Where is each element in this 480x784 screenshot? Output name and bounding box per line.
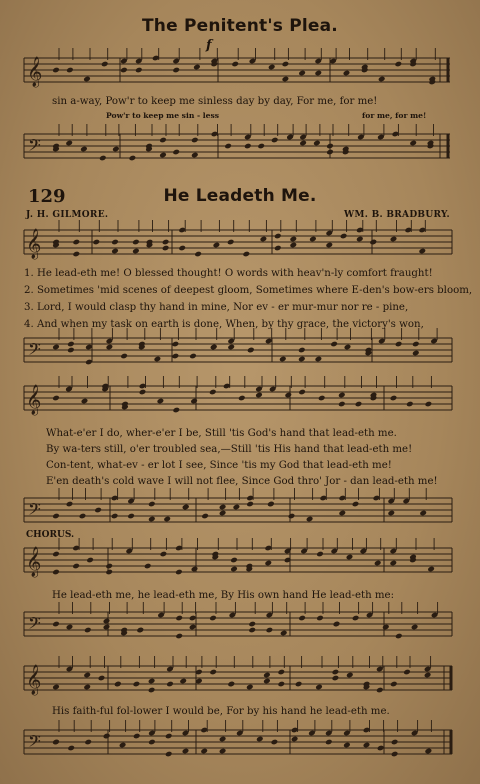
lyricist-credit: J. H. GILMORE. (26, 210, 109, 220)
system2-treble-staff (0, 378, 480, 418)
verse3-line1: 3. Lord, I would clasp thy hand in mine, Nor ev - er mur-mur nor re - pine, (24, 302, 409, 313)
notehead (132, 239, 140, 246)
notehead (255, 392, 263, 399)
chorus-label: CHORUS. (26, 530, 75, 540)
notehead (326, 242, 334, 249)
notehead (65, 140, 73, 147)
notehead (390, 560, 398, 567)
system2-bass-staff (0, 490, 480, 530)
notehead (93, 239, 101, 246)
hymn-number: 129 (28, 186, 66, 207)
notehead (306, 516, 314, 523)
notehead (427, 566, 435, 573)
notehead (83, 672, 91, 679)
notehead (119, 742, 127, 749)
notehead (388, 510, 396, 517)
notehead (224, 143, 232, 150)
notehead (315, 684, 323, 691)
notehead (395, 633, 403, 640)
notehead (66, 67, 74, 74)
notehead (412, 341, 420, 348)
notehead (377, 745, 385, 752)
notehead (182, 748, 190, 755)
notehead (67, 347, 75, 354)
notehead (230, 566, 238, 573)
notehead (332, 669, 340, 676)
notehead (105, 563, 113, 570)
notehead (111, 248, 119, 255)
notehead (173, 407, 181, 414)
notehead (135, 67, 143, 74)
notehead (111, 513, 119, 520)
notehead (288, 513, 296, 520)
verse1-line1: 1. He lead-eth me! O blessed thought! O words with heav'n-ly comfort fraught! (24, 268, 433, 279)
hymn-title: He Leadeth Me. (163, 186, 317, 206)
notehead (346, 672, 354, 679)
notehead (352, 615, 360, 622)
notehead (299, 140, 307, 147)
svg-text:𝄢: 𝄢 (28, 613, 41, 637)
notehead (376, 687, 384, 694)
notehead (338, 392, 346, 399)
verse4-line1: 4. And when my task on earth is done, When, by thy grace, the victory's won, (24, 319, 424, 330)
notehead (219, 748, 227, 755)
notehead (209, 389, 217, 396)
notehead (172, 67, 180, 74)
notehead (391, 751, 399, 758)
forte-marking: f (206, 38, 212, 53)
notehead (315, 70, 323, 77)
notehead (238, 395, 246, 402)
notehead (200, 748, 208, 755)
notehead (248, 621, 256, 628)
notehead (298, 70, 306, 77)
notehead (84, 739, 92, 746)
notehead (162, 245, 170, 252)
notehead (340, 233, 348, 240)
notehead (201, 513, 209, 520)
notehead (101, 61, 109, 68)
chorus2-bass-staff (0, 722, 480, 762)
notehead (98, 675, 106, 682)
notehead (73, 251, 81, 258)
notehead (67, 745, 75, 752)
notehead (339, 510, 347, 517)
notehead (120, 353, 128, 360)
chorus1-treble-staff (0, 540, 480, 580)
notehead (403, 669, 411, 676)
notehead (144, 563, 152, 570)
notehead (99, 155, 107, 162)
notehead (395, 341, 403, 348)
notehead (290, 242, 298, 249)
notehead (290, 236, 298, 243)
notehead (280, 630, 288, 637)
notehead (129, 155, 137, 162)
notehead (52, 569, 60, 576)
verse4-line2: E'en death's cold wave I will not flee, Since God thro' Jor - dan lead-eth me! (46, 476, 438, 487)
chorus2-treble-staff (0, 658, 480, 698)
notehead (52, 513, 60, 520)
notehead (356, 236, 364, 243)
notehead (154, 356, 162, 363)
notehead (81, 398, 89, 405)
notehead (425, 401, 433, 408)
svg-text:𝄢: 𝄢 (28, 499, 41, 523)
notehead (166, 681, 174, 688)
notehead (285, 392, 293, 399)
notehead (374, 560, 382, 567)
notehead (318, 395, 326, 402)
notehead (178, 245, 186, 252)
notehead (274, 245, 282, 252)
svg-text:𝄞: 𝄞 (26, 547, 42, 577)
notehead (271, 137, 279, 144)
svg-text:𝄢: 𝄢 (28, 731, 41, 755)
previous-bass-staff (0, 124, 480, 164)
notehead (103, 733, 111, 740)
notehead (411, 624, 419, 631)
notehead (72, 563, 80, 570)
notehead (316, 615, 324, 622)
notehead (370, 239, 378, 246)
notehead (227, 239, 235, 246)
notehead (279, 356, 287, 363)
notehead (165, 733, 173, 740)
notehead (266, 627, 274, 634)
notehead (325, 739, 333, 746)
notehead (343, 70, 351, 77)
notehead (172, 353, 180, 360)
notehead (260, 236, 268, 243)
notehead (412, 350, 420, 357)
notehead (103, 618, 111, 625)
notehead (257, 143, 265, 150)
notehead (419, 510, 427, 517)
notehead (248, 627, 256, 634)
notehead (66, 624, 74, 631)
previous-hymn-title: The Penitent's Plea. (142, 16, 338, 36)
notehead (295, 681, 303, 688)
notehead (73, 239, 81, 246)
notehead (219, 736, 227, 743)
notehead (291, 736, 299, 743)
notehead (244, 143, 252, 150)
notehead (163, 516, 171, 523)
notehead (274, 233, 282, 240)
notehead (127, 513, 135, 520)
notehead (344, 344, 352, 351)
notehead (338, 401, 346, 408)
notehead (228, 681, 236, 688)
notehead (112, 146, 120, 153)
notehead (352, 501, 360, 508)
notehead (172, 149, 180, 156)
notehead (256, 736, 264, 743)
notehead (298, 389, 306, 396)
notehead (346, 554, 354, 561)
chorus-line1: He lead-eth me, he lead-eth me, By His own hand He lead-eth me: (52, 590, 395, 601)
previous-hymn-small-lyric-right: for me, for me! (362, 111, 427, 120)
notehead (148, 678, 156, 685)
notehead (66, 501, 74, 508)
notehead (330, 341, 338, 348)
notehead (162, 239, 170, 246)
notehead (175, 569, 183, 576)
notehead (409, 140, 417, 147)
notehead (148, 739, 156, 746)
notehead (390, 395, 398, 402)
verse2-line2: By wa-ters still, o'er troubled sea,—Still 'tis His hand that lead-eth me! (46, 444, 413, 455)
notehead (52, 551, 60, 558)
notehead (189, 615, 197, 622)
notehead (80, 146, 88, 153)
notehead (309, 236, 317, 243)
notehead (298, 356, 306, 363)
notehead (298, 615, 306, 622)
notehead (67, 341, 75, 348)
notehead (83, 684, 91, 691)
notehead (139, 389, 147, 396)
notehead (106, 344, 114, 351)
notehead (406, 401, 414, 408)
notehead (165, 751, 173, 758)
previous-treble-staff (0, 50, 480, 90)
notehead (263, 672, 271, 679)
notehead (114, 681, 122, 688)
notehead (105, 569, 113, 576)
notehead (52, 344, 60, 351)
notehead (175, 633, 183, 640)
notehead (363, 742, 371, 749)
notehead (209, 669, 217, 676)
notehead (267, 501, 275, 508)
notehead (263, 678, 271, 685)
chorus-line2: His faith-ful fol-lower I would be, For by his hand he lead-eth me. (52, 706, 390, 717)
notehead (355, 401, 363, 408)
notehead (298, 347, 306, 354)
svg-text:𝄞: 𝄞 (27, 57, 43, 87)
notehead (148, 516, 156, 523)
notehead (160, 551, 168, 558)
verse1-line2: What-e'er I do, wher-e'er I be, Still 'tis God's hand that lead-eth me. (46, 428, 397, 439)
notehead (52, 684, 60, 691)
verse3-line2: Con-tent, what-ev - er lot I see, Since 'tis my God that lead-eth me! (46, 460, 392, 471)
notehead (326, 149, 334, 156)
notehead (378, 76, 386, 83)
composer-credit: WM. B. BRADBURY. (344, 210, 450, 220)
notehead (395, 61, 403, 68)
notehead (52, 67, 60, 74)
notehead (193, 64, 201, 71)
chorus1-bass-staff (0, 604, 480, 644)
notehead (86, 557, 94, 564)
notehead (191, 566, 199, 573)
notehead (94, 507, 102, 514)
notehead (282, 61, 290, 68)
notehead (243, 251, 251, 258)
svg-text:𝄞: 𝄞 (26, 385, 42, 415)
notehead (157, 398, 165, 405)
notehead (278, 669, 286, 676)
notehead (190, 398, 198, 405)
notehead (233, 504, 241, 511)
notehead (159, 137, 167, 144)
notehead (172, 341, 180, 348)
notehead (83, 76, 91, 83)
notehead (219, 504, 227, 511)
notehead (419, 248, 427, 255)
notehead (132, 248, 140, 255)
notehead (189, 624, 197, 631)
notehead (213, 242, 221, 249)
notehead (382, 624, 390, 631)
notehead (316, 551, 324, 558)
svg-text:𝄞: 𝄞 (26, 229, 42, 259)
svg-text:𝄢: 𝄢 (28, 135, 41, 159)
notehead (79, 513, 87, 520)
notehead (210, 344, 218, 351)
notehead (227, 344, 235, 351)
notehead (111, 239, 119, 246)
svg-text:𝄢: 𝄢 (28, 339, 41, 363)
notehead (271, 739, 279, 746)
notehead (268, 64, 276, 71)
notehead (219, 510, 227, 517)
notehead (265, 560, 273, 567)
previous-hymn-lyric: sin a-way, Pow'r to keep me sinless day by day, For me, for me! (52, 96, 378, 107)
notehead (390, 236, 398, 243)
notehead (133, 733, 141, 740)
system1-bass-staff (0, 330, 480, 370)
svg-text:𝄞: 𝄞 (26, 665, 42, 695)
notehead (425, 748, 433, 755)
notehead (103, 624, 111, 631)
notehead (326, 143, 334, 150)
notehead (390, 681, 398, 688)
notehead (137, 627, 145, 634)
notehead (333, 621, 341, 628)
notehead (133, 681, 141, 688)
notehead (182, 504, 190, 511)
notehead (148, 501, 156, 508)
notehead (343, 742, 351, 749)
notehead (247, 347, 255, 354)
notehead (159, 152, 167, 159)
notehead (84, 627, 92, 634)
notehead (148, 687, 156, 694)
notehead (332, 675, 340, 682)
notehead (194, 251, 202, 258)
notehead (191, 137, 199, 144)
notehead (282, 76, 290, 83)
notehead (52, 621, 60, 628)
notehead (424, 672, 432, 679)
notehead (179, 678, 187, 685)
verse2-line1: 2. Sometimes 'mid scenes of deepest gloom, Sometimes where E-den's bow-ers bloom, (24, 285, 473, 296)
notehead (230, 557, 238, 564)
notehead (120, 67, 128, 74)
notehead (191, 152, 199, 159)
notehead (52, 395, 60, 402)
notehead (52, 739, 60, 746)
notehead (315, 356, 323, 363)
notehead (175, 615, 183, 622)
notehead (209, 615, 217, 622)
notehead (246, 684, 254, 691)
notehead (231, 61, 239, 68)
notehead (278, 681, 286, 688)
notehead (391, 739, 399, 746)
notehead (189, 353, 197, 360)
notehead (313, 140, 321, 147)
previous-hymn-small-lyric-left: Pow'r to keep me sin - less (106, 111, 220, 120)
system1-treble-staff (0, 222, 480, 262)
notehead (246, 501, 254, 508)
